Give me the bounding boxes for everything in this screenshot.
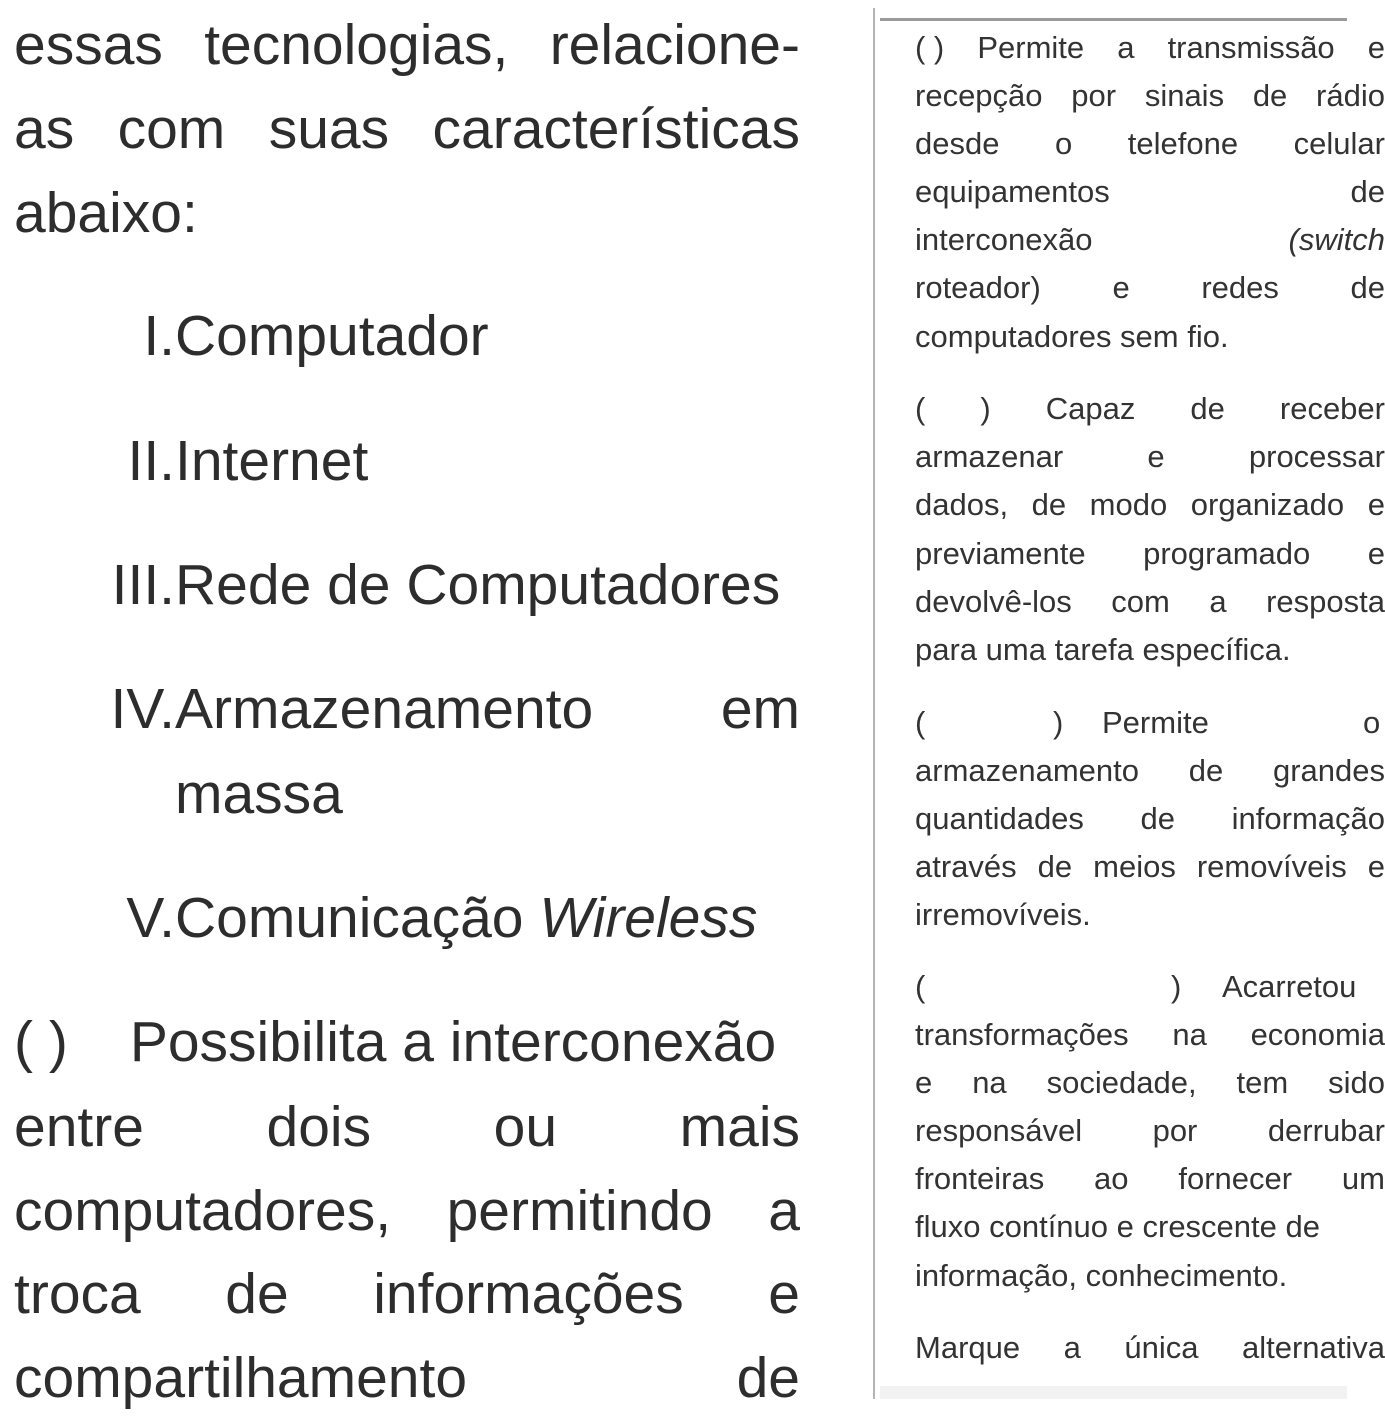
word: meios [1093,849,1176,884]
statement-line-1 [14,1000,800,1084]
block4-line-5 [915,1155,1385,1203]
block3-line-3 [915,795,1385,843]
word: resposta [1266,584,1385,619]
word: o [1055,126,1073,161]
word: irremovíveis. [915,897,1091,932]
word: e [768,1262,800,1326]
word: modo [1089,487,1168,522]
word: de [1188,753,1224,788]
block2-line-3 [915,481,1385,529]
blank-parentheses: ( ) [915,30,945,65]
paren-open: ( [915,705,926,740]
intro-line-2 [14,87,800,171]
word: removíveis [1196,849,1347,884]
word: desde [915,126,1000,161]
list-item-internet [127,419,800,503]
word: quantidades [915,801,1084,836]
block4-line-4 [915,1107,1385,1155]
word: troca [14,1262,141,1326]
word: por [1152,1113,1198,1148]
word: dois [266,1095,372,1159]
word: e [1367,536,1385,571]
word: recepção [915,78,1043,113]
block1-line-4 [915,168,1385,216]
word: sinais [1144,78,1225,113]
word: características [432,97,800,161]
block4-line-1 [915,963,1385,1011]
word: armazenar [915,439,1064,474]
block2-line-2 [915,433,1385,481]
word: permitindo [446,1179,713,1243]
statement-line-3 [14,1169,800,1253]
word: a [1209,584,1227,619]
block5-line-1 [915,1324,1385,1372]
item-text: Armazenamento [175,677,594,741]
word: com [1111,584,1170,619]
statement-line-4 [14,1252,800,1336]
item-text: Rede de Computadores [175,553,781,617]
block3-line-2 [915,747,1385,795]
word: e [915,1065,933,1100]
word: abaixo: [14,181,198,245]
word: dados, [915,487,1009,522]
bottom-strip [880,1386,1347,1399]
paren-close: ) [980,391,991,426]
block2-line-4 [915,530,1385,578]
word: Acarretou [1222,969,1357,1004]
item-number: IV. [110,677,175,741]
word: compartilhamento [14,1346,468,1410]
block4-line-6 [915,1203,1385,1251]
word: Capaz [1045,391,1136,426]
item-text: Computador [175,304,489,368]
word: Marque [915,1330,1021,1365]
list-item-armazenamento [110,667,800,751]
item-text-end: em [720,677,800,741]
word: as [14,97,75,161]
block2-line-1 [915,385,1385,433]
word: de [1350,174,1385,209]
word: de [1350,270,1385,305]
word: e [1147,439,1165,474]
item-text: Internet [175,429,369,493]
word: de [1140,801,1176,836]
paren-close: ) [1171,969,1182,1004]
word: responsável [915,1113,1083,1148]
word: de [1252,78,1288,113]
word: um [1341,1161,1385,1196]
word: ou [493,1095,558,1159]
word: essas [14,13,163,77]
word: para uma tarefa específica. [915,632,1291,667]
word: derrubar [1267,1113,1385,1148]
word: a [768,1179,800,1243]
item-number: III. [111,553,175,617]
item-text [175,876,757,960]
word: e [1367,849,1385,884]
word: computadores, [14,1179,392,1243]
block2-line-5 [915,578,1385,626]
word: na [972,1065,1007,1100]
statement-line-2 [14,1085,800,1169]
word: receber [1279,391,1385,426]
paren-open: ( [915,391,926,426]
statement-text: Possibilita a interconexão [129,1010,777,1074]
statement-line-5 [14,1336,800,1420]
word: através [915,849,1017,884]
block4-line-7 [915,1252,1385,1300]
item-number: I. [143,304,175,368]
word: tem [1236,1065,1289,1100]
item-text-italic: Wireless [539,886,758,950]
block4-line-2 [915,1011,1385,1059]
list-item-computador [143,294,800,378]
block1-line-1 [915,24,1385,72]
block3-line-5 [915,891,1385,939]
block1-line-6 [915,264,1385,312]
word: com [117,97,226,161]
block3-line-1 [915,699,1385,747]
word: organizado [1190,487,1345,522]
word: informação, conhecimento. [915,1258,1288,1293]
word: celular [1293,126,1385,161]
word: de [736,1346,800,1410]
word: roteador) [915,270,1041,305]
word: e [1367,487,1385,522]
word: na [1172,1017,1207,1052]
word: Permite [977,30,1085,65]
column-divider [873,8,875,1399]
block1-line-2 [915,72,1385,120]
block1-line-7 [915,313,1385,361]
item-text: massa [175,762,343,826]
word: a [1117,30,1135,65]
word: sociedade, [1046,1065,1197,1100]
word: redes [1201,270,1279,305]
word: interconexão [915,222,1093,257]
word: alternativa [1241,1330,1385,1365]
word: de [225,1262,289,1326]
word: informações [373,1262,684,1326]
word: computadores sem fio. [915,319,1229,354]
item-number: II. [127,429,175,493]
left-column [14,0,800,1410]
list-item-rede [111,543,800,627]
word: fornecer [1178,1161,1293,1196]
word: mais [679,1095,800,1159]
word: relacione- [549,13,800,77]
blank-parentheses: ( ) [14,1010,68,1074]
word: por [1071,78,1117,113]
word: fluxo contínuo e crescente de [915,1209,1320,1244]
block1-line-3 [915,120,1385,168]
block2-line-6 [915,626,1385,674]
word: suas [268,97,390,161]
word: processar [1248,439,1385,474]
word: armazenamento [915,753,1140,788]
item-text-regular: Comunicação [175,886,540,950]
word: o [1363,705,1381,740]
word: ao [1094,1161,1129,1196]
word: de [1037,849,1073,884]
word: devolvê-los [915,584,1072,619]
word: economia [1250,1017,1385,1052]
word: previamente [915,536,1086,571]
block1-line-5 [915,216,1385,264]
intro-line-3 [14,171,800,255]
word: tecnologias, [204,13,509,77]
item-number: V. [126,886,175,950]
word: transmissão [1167,30,1335,65]
word: programado [1143,536,1311,571]
word: rádio [1316,78,1385,113]
word: de [1190,391,1225,426]
word: e [1367,30,1385,65]
paren-open: ( [915,969,926,1004]
list-item-wireless [126,876,800,960]
word: Permite [1102,705,1209,740]
intro-line-1 [14,3,800,87]
word: sido [1328,1065,1385,1100]
right-column [915,0,1385,1399]
word: informação [1231,801,1385,836]
word: grandes [1272,753,1385,788]
word: transformações [915,1017,1129,1052]
paren-close: ) [1053,705,1064,740]
block4-line-3 [915,1059,1385,1107]
word: de [1031,487,1067,522]
word: (switch [1288,222,1385,257]
word: entre [14,1095,144,1159]
word: fronteiras [915,1161,1045,1196]
list-item-armazenamento-cont [175,752,800,836]
word: equipamentos [915,174,1110,209]
block3-line-4 [915,843,1385,891]
word: e [1112,270,1130,305]
word: telefone [1127,126,1239,161]
word: única [1124,1330,1199,1365]
word: a [1063,1330,1081,1365]
